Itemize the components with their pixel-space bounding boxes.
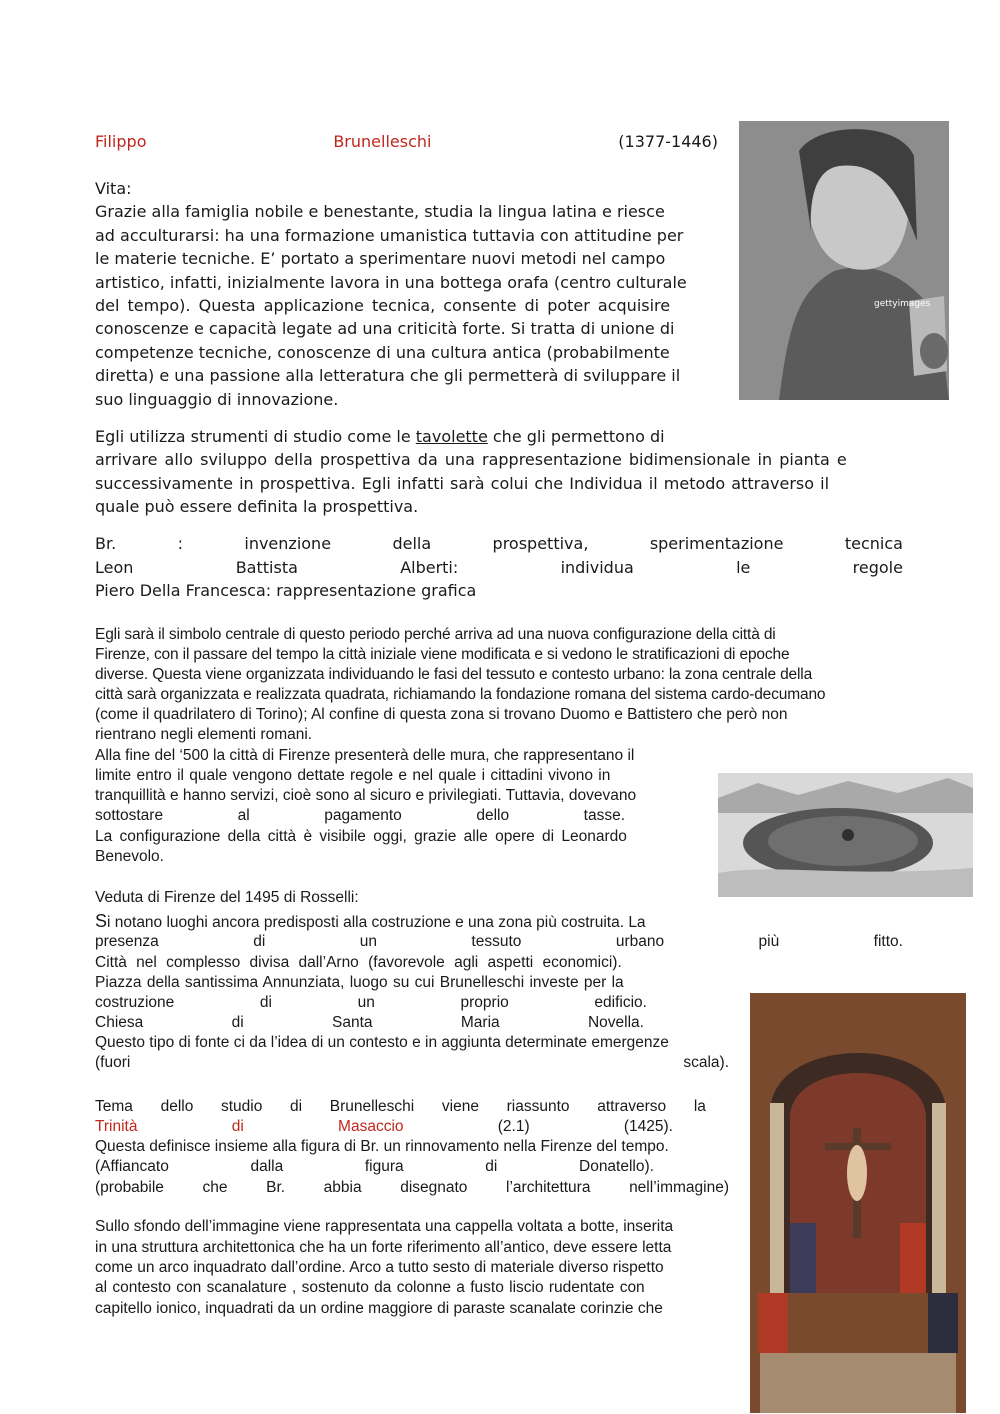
word: scala). (683, 1054, 729, 1071)
trinita-row (95, 1099, 706, 1115)
vita-line: artistico, infatti, inizialmente lavora in una bottega orafa (centro culturale (95, 273, 687, 292)
word: dello (160, 1098, 194, 1115)
title-first-name: Filippo (95, 132, 147, 151)
veduta-firenze-image (718, 773, 973, 897)
trinita-masaccio-image (750, 993, 966, 1413)
word: abbia (323, 1179, 362, 1196)
word: Donatello). (579, 1158, 654, 1175)
word: : (177, 534, 183, 553)
veduta-row (95, 995, 647, 1011)
title-row (95, 134, 718, 150)
word: Tema (95, 1098, 133, 1115)
word: al (237, 807, 250, 824)
summary-row: Piero Della Francesca: rappresentazione grafica (95, 581, 477, 600)
tavolette-post: che gli permettono di (487, 427, 665, 446)
firenze-line: Alla fine del ‘500 la città di Firenze presenterà delle mura, che rappresentano il (95, 747, 635, 764)
vita-line: competenze tecniche, conoscenze di una cultura antica (probabilmente (95, 343, 670, 362)
tavolette-link[interactable]: tavolette (415, 427, 488, 446)
tavolette-line (95, 429, 665, 445)
word: Maria (460, 1014, 500, 1031)
word: Santa (332, 1014, 373, 1031)
brunelleschi-portrait-image (739, 121, 949, 400)
firenze-line: La configurazione della città è visibile oggi, grazie alle opere di Leonardo (95, 828, 627, 845)
veduta-line (95, 912, 646, 931)
word: disegnato (400, 1179, 468, 1196)
veduta-line: Questo tipo di fonte ci da l’idea di un contesto e in aggiunta determinate emergenze (95, 1034, 669, 1051)
word: di (231, 1014, 244, 1031)
word: della (392, 534, 432, 553)
word: urbano (615, 933, 665, 950)
vita-line: le materie tecniche. E’ portato a sperimentare nuovi metodi nel campo (95, 249, 666, 268)
veduta-row (95, 1015, 644, 1031)
title-dates: (1377-1446) (618, 132, 718, 151)
firenze-line: (come il quadrilatero di Torino); Al confine di questa zona si trovano Duomo e Battistero che però non (95, 706, 788, 723)
firenze-line: tranquillità e hanno servizi, cioè sono al sicuro e privilegiati. Tuttavia, dovevano (95, 787, 637, 804)
word: di (485, 1158, 498, 1175)
word: Alberti: (400, 558, 459, 577)
firenze-line: limite entro il quale vengono dettate regole e nel quale i cittadini vivono in (95, 767, 611, 784)
tavolette-line: arrivare allo sviluppo della prospettiva da una rappresentazione bidimensionale in pianta e (95, 450, 847, 469)
word: l’architettura (506, 1179, 591, 1196)
word: Br. (266, 1179, 286, 1196)
vita-line: del tempo). Questa applicazione tecnica, consente di poter acquisire (95, 296, 671, 315)
sfondo-line: al contesto con scanalature , sostenuto da colonne a fusto liscio rudentate con (95, 1279, 645, 1296)
word: pagamento (324, 807, 402, 824)
veduta-line: Città nel complesso divisa dall’Arno (favorevole agli aspetti economici). (95, 954, 622, 971)
word: costruzione (95, 994, 175, 1011)
word: di (253, 933, 266, 950)
word: studio (221, 1098, 263, 1115)
firenze-line: Benevolo. (95, 848, 164, 865)
tavolette-line: quale può essere definita la prospettiva. (95, 497, 419, 516)
word: Masaccio (338, 1118, 404, 1135)
word: (probabile (95, 1179, 164, 1196)
word: (2.1) (497, 1118, 530, 1135)
word: Battista (235, 558, 298, 577)
vita-line: ad acculturarsi: ha una formazione umanistica tuttavia con attitudine per (95, 226, 684, 245)
svg-text:gettyimages: gettyimages (874, 299, 931, 309)
firenze-line: Firenze, con il passare del tempo la città iniziale viene modificata e si vedono le stratificazioni di epoche (95, 646, 790, 663)
word: Brunelleschi (329, 1098, 415, 1115)
word: sperimentazione (649, 534, 784, 553)
word: tasse. (583, 807, 625, 824)
word: riassunto (506, 1098, 570, 1115)
word: attraverso (597, 1098, 667, 1115)
veduta-row (95, 1055, 729, 1071)
trinita-row (95, 1159, 654, 1175)
word: più (758, 933, 780, 950)
word: prospettiva, (492, 534, 589, 553)
sfondo-line: Sullo sfondo dell’immagine viene rappresentata una cappella voltata a botte, inserita (95, 1218, 674, 1235)
word: viene (441, 1098, 479, 1115)
sfondo-line: capitello ionico, inquadrati da un ordine maggiore di paraste scanalate corinzie che (95, 1300, 663, 1317)
tavolette-line: successivamente in prospettiva. Egli infatti sarà colui che Individua il metodo attraverso il (95, 474, 830, 493)
vita-line: conoscenze e capacità legate ad una criticità forte. Si tratta di unione di (95, 319, 675, 338)
firenze-line: diverse. Questa viene organizzata individuando le fasi del tessuto e contesto urbano: la zona centrale della (95, 666, 813, 683)
sfondo-line: in una struttura architettonica che ha un forte riferimento all’antico, deve essere letta (95, 1239, 672, 1256)
title-last-name: Brunelleschi (333, 132, 432, 151)
word: edificio. (594, 994, 647, 1011)
word: Leon (95, 558, 134, 577)
summary-row (95, 536, 903, 552)
firenze-line: città sarà organizzata e realizzata quadrata, richiamando la fondazione romana del sistema cardo-decumano (95, 686, 826, 703)
word: tecnica (844, 534, 903, 553)
vita-heading: Vita: (95, 179, 132, 198)
word: Trinità (95, 1118, 138, 1135)
word: sottostare (95, 807, 164, 824)
word: un (359, 933, 377, 950)
word: (fuori (95, 1054, 131, 1071)
trinita-row (95, 1180, 729, 1196)
tavolette-pre: Egli utilizza strumenti di studio come le (95, 427, 416, 446)
vita-line: Grazie alla famiglia nobile e benestante, studia la lingua latina e riesce (95, 202, 665, 221)
firenze-row (95, 808, 625, 824)
word: individua (560, 558, 634, 577)
word: un (357, 994, 375, 1011)
word: figura (364, 1158, 404, 1175)
summary-row (95, 560, 903, 576)
word: proprio (460, 994, 509, 1011)
word: di (259, 994, 272, 1011)
word: invenzione (244, 534, 332, 553)
trinita-line: Questa definisce insieme alla figura di Br. un rinnovamento nella Firenze del tempo. (95, 1138, 669, 1155)
word: fitto. (873, 933, 903, 950)
word: che (202, 1179, 228, 1196)
vita-line: diretta) e una passione alla letteratura che gli permetterà di sviluppare il (95, 366, 681, 385)
word: le (736, 558, 751, 577)
word: tessuto (471, 933, 522, 950)
word: presenza (95, 933, 159, 950)
firenze-line: Egli sarà il simbolo centrale di questo periodo perché arriva ad una nuova configurazione della città di (95, 626, 776, 643)
word: (Affiancato (95, 1158, 169, 1175)
word: regole (852, 558, 903, 577)
veduta-text: i notano luoghi ancora predisposti alla costruzione e una zona più costruita. La (107, 914, 646, 931)
drop-initial: S (95, 911, 108, 931)
word: dello (476, 807, 510, 824)
word: Br. (95, 534, 117, 553)
word: dalla (250, 1158, 284, 1175)
word: di (290, 1098, 303, 1115)
veduta-line: Piazza della santissima Annunziata, luogo su cui Brunelleschi investe per la (95, 974, 624, 991)
word: di (231, 1118, 244, 1135)
veduta-heading: Veduta di Firenze del 1495 di Rosselli: (95, 889, 359, 906)
word: la (693, 1098, 706, 1115)
veduta-row (95, 934, 903, 950)
word: nell’immagine) (629, 1179, 729, 1196)
firenze-line: rientrano negli elementi romani. (95, 726, 313, 743)
trinita-row (95, 1119, 673, 1135)
word: Novella. (587, 1014, 644, 1031)
word: Chiesa (95, 1014, 144, 1031)
word: (1425). (623, 1118, 673, 1135)
sfondo-line: come un arco inquadrato dall’ordine. Arco a tutto sesto di materiale diverso rispetto (95, 1259, 664, 1276)
vita-line: suo linguaggio di innovazione. (95, 390, 339, 409)
